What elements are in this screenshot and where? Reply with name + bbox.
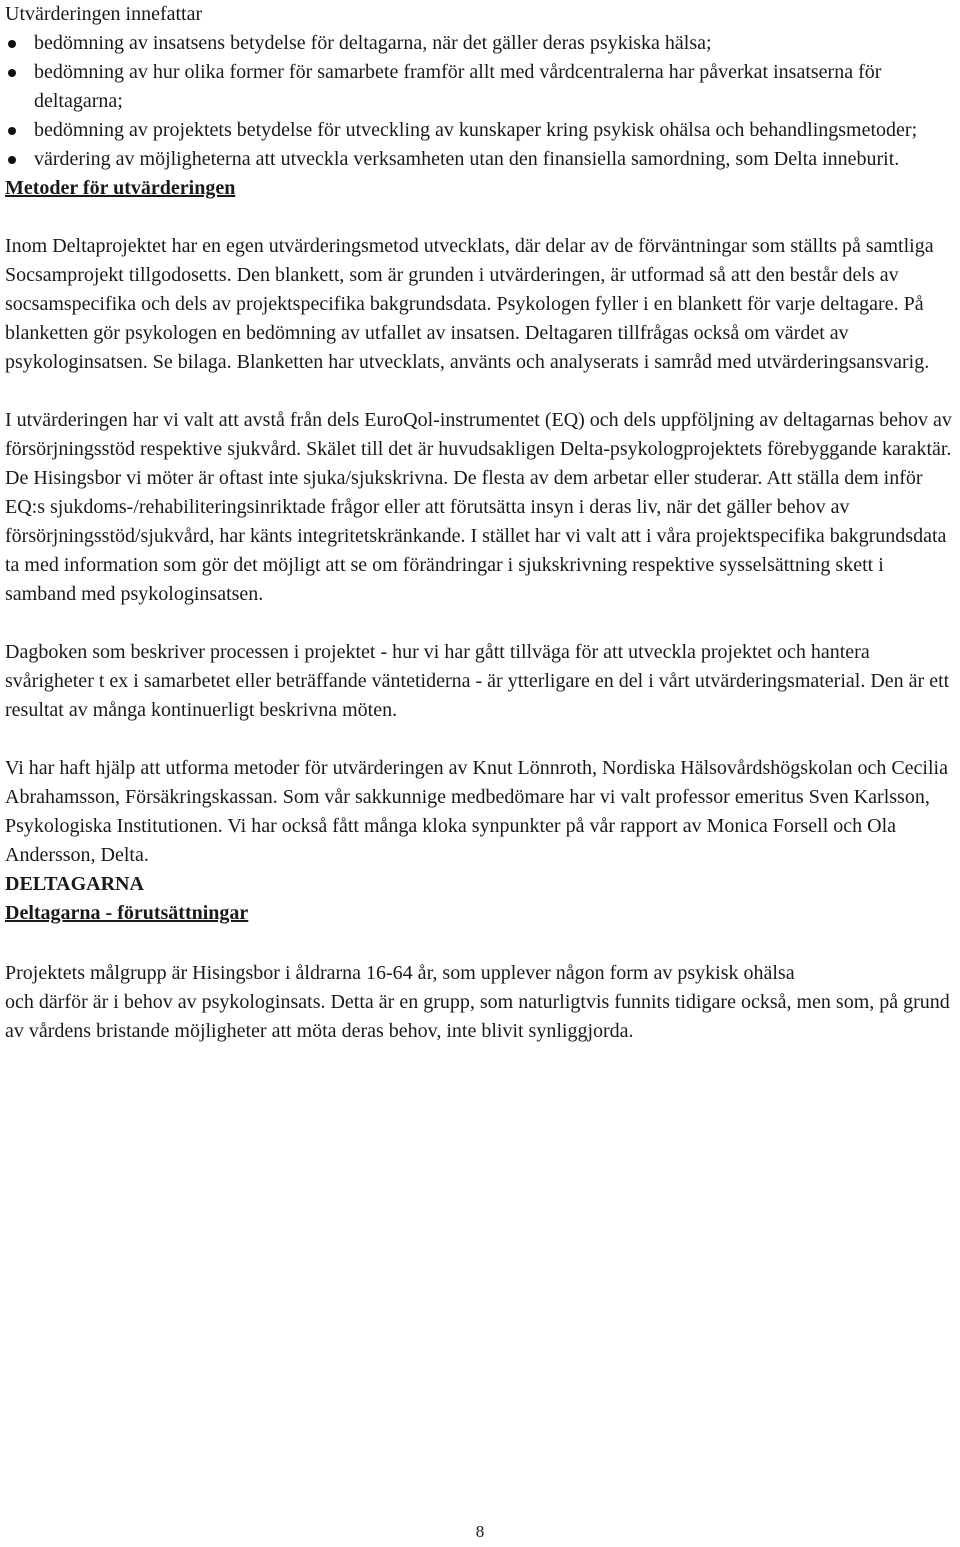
page-number: 8 (475, 1522, 485, 1541)
methods-paragraph: Dagboken som beskriver processen i projektet - hur vi har gått tillväga för att utveckla projektet och hantera svårigheter t ex i samarbetet eller beträffande väntetiderna - är ytterligare en del i vårt utvärderingsmaterial. Den är ett resultat av många kontinuerligt beskrivna möten. (5, 641, 950, 721)
chapter-heading: DELTAGARNA (5, 873, 144, 895)
bullet-item (34, 58, 955, 116)
prerequisites-heading: Deltagarna - förutsättningar (5, 902, 249, 924)
bullet-item (34, 145, 955, 174)
bullet-dot-icon (8, 156, 16, 164)
bullet-text: bedömning av projektets betydelse för utveckling av kunskaper kring psykisk ohälsa och behandlingsmetoder; (34, 119, 918, 141)
bullet-dot-icon (8, 40, 16, 48)
prerequisites-line-2: och därför är i behov av psykologinsats. Detta är en grupp, som naturligtvis funnits tidigare också, men som, på grund av vårdens bristande möjligheter att möta deras behov, inte blivit synliggjorda. (5, 991, 950, 1042)
prerequisites-line-1: Projektets målgrupp är Hisingsbor i åldrarna 16-64 år, som upplever någon form av psykisk ohälsa (5, 962, 795, 984)
bullet-text: bedömning av hur olika former för samarbete framför allt med vårdcentralerna har påverkat insatserna för deltagarna; (34, 61, 882, 112)
methods-heading: Metoder för utvärderingen (5, 177, 236, 199)
bullet-dot-icon (8, 69, 16, 77)
bullet-text: bedömning av insatsens betydelse för deltagarna, när det gäller deras psykiska hälsa; (34, 32, 712, 54)
bullet-item (34, 29, 955, 58)
methods-paragraph: Inom Deltaprojektet har en egen utvärderingsmetod utvecklats, där delar av de förväntningar som ställts på samtliga Socsamprojekt tillgodosetts. Den blankett, som är grunden i utvärderingen, är utformad så att den består dels av socsamspecifika och dels av projektspecifika bakgrundsdata. Psykologen fyller i en blankett för varje deltagare. På blanketten gör psykologen en bedömning av utfallet av insatsen. Deltagaren tillfrågas också om värdet av psykologinsatsen. Se bilaga. Blanketten har utvecklats, använts och analyserats i samråd med utvärderingsansvarig. (5, 235, 934, 373)
document-page (5, 0, 955, 1046)
intro-text: Utvärderingen innefattar (5, 3, 203, 25)
methods-paragraph: Vi har haft hjälp att utforma metoder för utvärderingen av Knut Lönnroth, Nordiska Hälsovårdshögskolan och Cecilia Abrahamsson, Försäkringskassan. Som vår sakkunnige medbedömare har vi valt professor emeritus Sven Karlsson, Psykologiska Institutionen. Vi har också fått många kloka synpunkter på vår rapport av Monica Forsell och Ola Andersson, Delta. (5, 757, 948, 866)
bullet-text: värdering av möjligheterna att utveckla verksamheten utan den finansiella samordning, som Delta inneburit. (34, 148, 900, 170)
evaluation-bullet-list (5, 29, 955, 174)
bullet-item (34, 116, 955, 145)
bullet-dot-icon (8, 127, 16, 135)
methods-paragraph: I utvärderingen har vi valt att avstå från dels EuroQol-instrumentet (EQ) och dels uppföljning av deltagarnas behov av försörjningsstöd respektive sjukvård. Skälet till det är huvudsakligen Delta-psykologprojektets förebyggande karaktär. De Hisingsbor vi möter är oftast inte sjuka/sjukskrivna. De flesta av dem arbetar eller studerar. Att ställa dem inför EQ:s sjukdoms-/rehabiliteringsinriktade frågor eller att förutsätta insyn i deras liv, när det gäller behov av försörjningsstöd/sjukvård, har känts integritetskränkande. I stället har vi valt att i våra projektspecifika bakgrundsdata ta med information som gör det möjligt att se om förändringar i sjukskrivning respektive sysselsättning skett i samband med psykologinsatsen. (5, 409, 952, 605)
